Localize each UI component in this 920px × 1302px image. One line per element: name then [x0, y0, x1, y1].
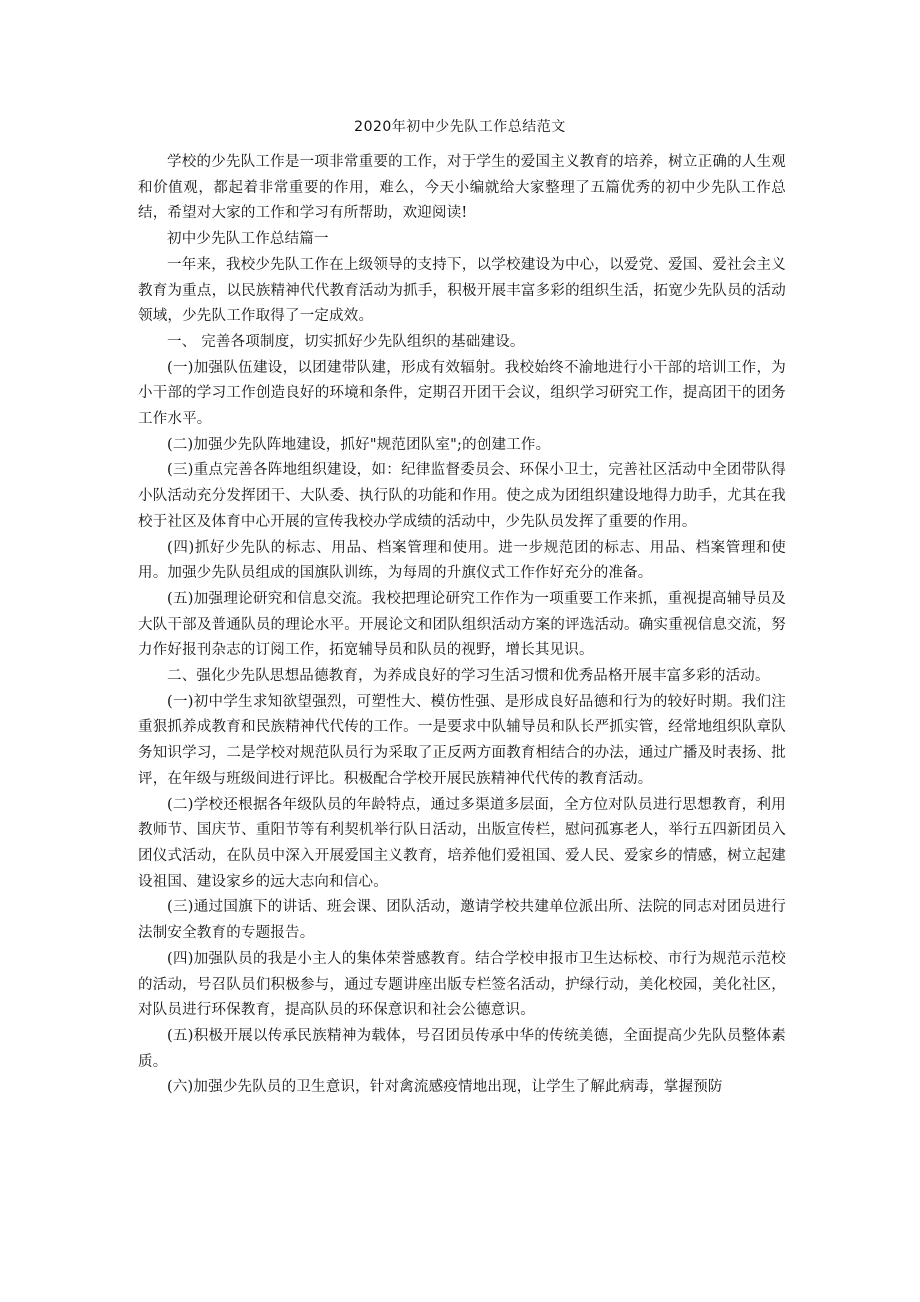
paragraph-intro: 学校的少先队工作是一项非常重要的工作，对于学生的爱国主义教育的培养，树立正确的人生观和价值观，都起着非常重要的作用，难么，今天小编就给大家整理了五篇优秀的初中少先队工作总结，希望对大家的工作和学习有所帮助，欢迎阅读! [138, 154, 786, 222]
paragraph: (一)加强队伍建设，以团建带队建，形成有效辐射。我校始终不渝地进行小干部的培训工作，为小干部的学习工作创造良好的环境和条件，定期召开团干会议，组织学习研究工作，提高团干的团务工作水平。 [138, 359, 786, 428]
paragraph: (一)初中学生求知欲望强烈，可塑性大、模仿性强、是形成良好品德和行为的较好时期。我们注重狠抓养成教育和民族精神代代传的工作。一是要求中队辅导员和队长严抓实管，经常地组织队章队务知识学习，二是学校对规范队员行为采取了正反两方面教育相结合的办法，通过广播及时表扬、批评，在年级与班级间进行评比。积极配合学校开展民族精神代代传的教育活动。 [138, 693, 786, 787]
paragraph: (三)通过国旗下的讲话、班会课、团队活动，邀请学校共建单位派出所、法院的同志对团员进行法制安全教育的专题报告。 [138, 899, 786, 942]
document-body [138, 150, 786, 1101]
paragraph: (四)加强队员的我是小主人的集体荣誉感教育。结合学校申报市卫生达标校、市行为规范示范校的活动，号召队员们积极参与，通过专题讲座出版专栏签名活动，护绿行动，美化校园，美化社区，对队员进行环保教育，提高队员的环保意识和社会公德意识。 [138, 950, 786, 1019]
paragraph: (三)重点完善各阵地组织建设，如：纪律监督委员会、环保小卫士，完善社区活动中全团带队得小队活动充分发挥团干、大队委、执行队的功能和作用。使之成为团组织建设地得力助手，尤其在我校于社区及体育中心开展的宣传我校办学成绩的活动中，少先队员发挥了重要的作用。 [138, 462, 786, 530]
paragraph: (二)学校还根据各年级队员的年龄特点，通过多渠道多层面，全方位对队员进行思想教育，利用教师节、国庆节、重阳节等有利契机举行队日活动，出版宣传栏，慰问孤寡老人，举行五四新团员入团仪式活动，在队员中深入开展爱国主义教育，培养他们爱祖国、爱人民、爱家乡的情感，树立起建设祖国、建设家乡的远大志向和信心。 [138, 796, 786, 890]
document-title: 2020年初中少先队工作总结范文 [354, 119, 566, 135]
paragraph: 一年来，我校少先队工作在上级领导的支持下，以学校建设为中心，以爱党、爱国、爱社会主义教育为重点，以民族精神代代教育活动为抓手，积极开展丰富多彩的组织生活，拓宽少先队员的活动领域，少先队工作取得了一定成效。 [138, 256, 786, 325]
paragraph: (五)积极开展以传承民族精神为载体，号召团员传承中华的传统美德，全面提高少先队员整体素质。 [138, 1027, 786, 1070]
paragraph: (二)加强少先队阵地建设，抓好"规范团队室";的创建工作。 [167, 436, 551, 453]
paragraph: (四)抓好少先队的标志、用品、档案管理和使用。进一步规范团的标志、用品、档案管理和使用。加强少先队员组成的国旗队训练，为每周的升旗仪式工作作好充分的准备。 [138, 539, 786, 582]
subsection-heading: 一、 完善各项制度，切实抓好少先队组织的基础建设。 [167, 333, 525, 350]
section-heading: 初中少先队工作总结篇一 [167, 231, 329, 248]
subsection-heading: 二、强化少先队思想品德教育，为养成良好的学习生活习惯和优秀品格开展丰富多彩的活动。 [167, 668, 770, 685]
paragraph: (六)加强少先队员的卫生意识，针对禽流感疫情地出现，让学生了解此病毒，掌握预防 [167, 1079, 723, 1096]
paragraph: (五)加强理论研究和信息交流。我校把理论研究工作作为一项重要工作来抓，重视提高辅导员及大队干部及普通队员的理论水平。开展论文和团队组织活动方案的评选活动。确实重视信息交流，努力作好报刊杂志的订阅工作，拓宽辅导员和队员的视野，增长其见识。 [138, 590, 786, 659]
